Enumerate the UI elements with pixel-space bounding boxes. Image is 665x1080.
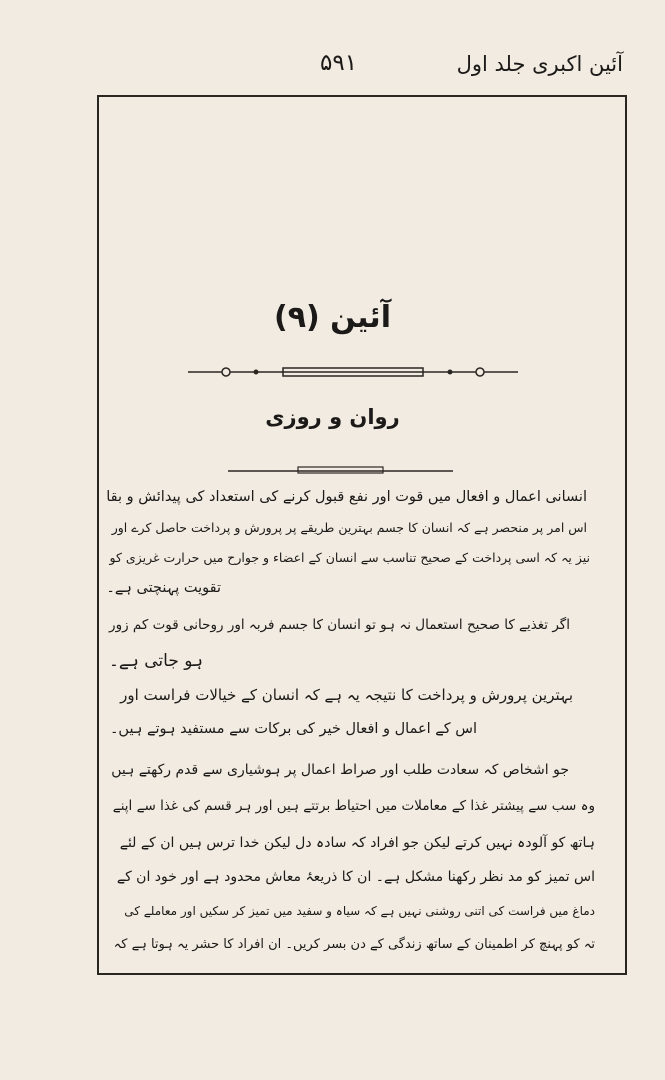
body-line: ہو جاتی ہے۔ bbox=[108, 651, 203, 671]
body-line: ہاتھ کو آلودہ نہیں کرتے لیکن جو افراد کہ سادہ دل لیکن خدا ترس ہیں ان کے لئے bbox=[119, 835, 595, 851]
body-line: جو اشخاص کہ سعادت طلب اور صراط اعمال پر ہوشیاری سے قدم رکھتے ہیں bbox=[111, 762, 569, 778]
body-line: اس کے اعمال و افعال خیر کی برکات سے مستفید ہوتے ہیں۔ bbox=[109, 721, 477, 737]
body-line: تقویت پہنچتی ہے۔ bbox=[106, 580, 221, 596]
section-heading: آئین (۹) bbox=[274, 300, 391, 335]
body-line: دماغ میں فراست کی اتنی روشنی نہیں ہے کہ سیاہ و سفید میں تمیز کر سکیں اور معاملے کی bbox=[124, 904, 595, 918]
body-line: وہ سب سے پیشتر غذا کے معاملات میں احتیاط برتتے ہیں اور ہر قسم کی غذا سے اپنے bbox=[112, 798, 595, 814]
body-line: نیز یہ کہ اسی پرداخت کے صحیح تناسب سے انسان کے اعضاء و جوارح میں حرارت غریزی کو bbox=[109, 550, 590, 565]
body-line: تہ کو پہنچ کر اطمینان کے ساتھ زندگی کے دن بسر کریں۔ ان افراد کا حشر یہ ہوتا ہے کہ bbox=[113, 937, 595, 952]
ornamental-rule bbox=[188, 360, 518, 384]
book-title-header: آئین اکبری جلد اول bbox=[456, 52, 623, 76]
subheading: روان و روزی bbox=[265, 405, 400, 429]
body-line: اگر تغذیے کا صحیح استعمال نہ ہو تو انسان کا جسم فربہ اور روحانی قوت کم زور bbox=[109, 617, 570, 633]
body-line: انسانی اعمال و افعال میں قوت اور نفع قبول کرنے کی استعداد کی پیدائش و بقا bbox=[106, 489, 587, 505]
page-number: ۵۹۱ bbox=[320, 50, 358, 76]
body-line: اس تمیز کو مد نظر رکھنا مشکل ہے۔ ان کا ذریعۂ معاش محدود ہے اور خود ان کے bbox=[116, 869, 595, 885]
divider-rule bbox=[228, 463, 453, 477]
body-line: اس امر پر منحصر ہے کہ انسان کا جسم بہترین طریقے پر پرورش و پرداخت حاصل کرے اور bbox=[111, 520, 587, 535]
body-line: بہترین پرورش و پرداخت کا نتیجہ یہ ہے کہ انسان کے خیالات فراست اور bbox=[120, 686, 573, 704]
